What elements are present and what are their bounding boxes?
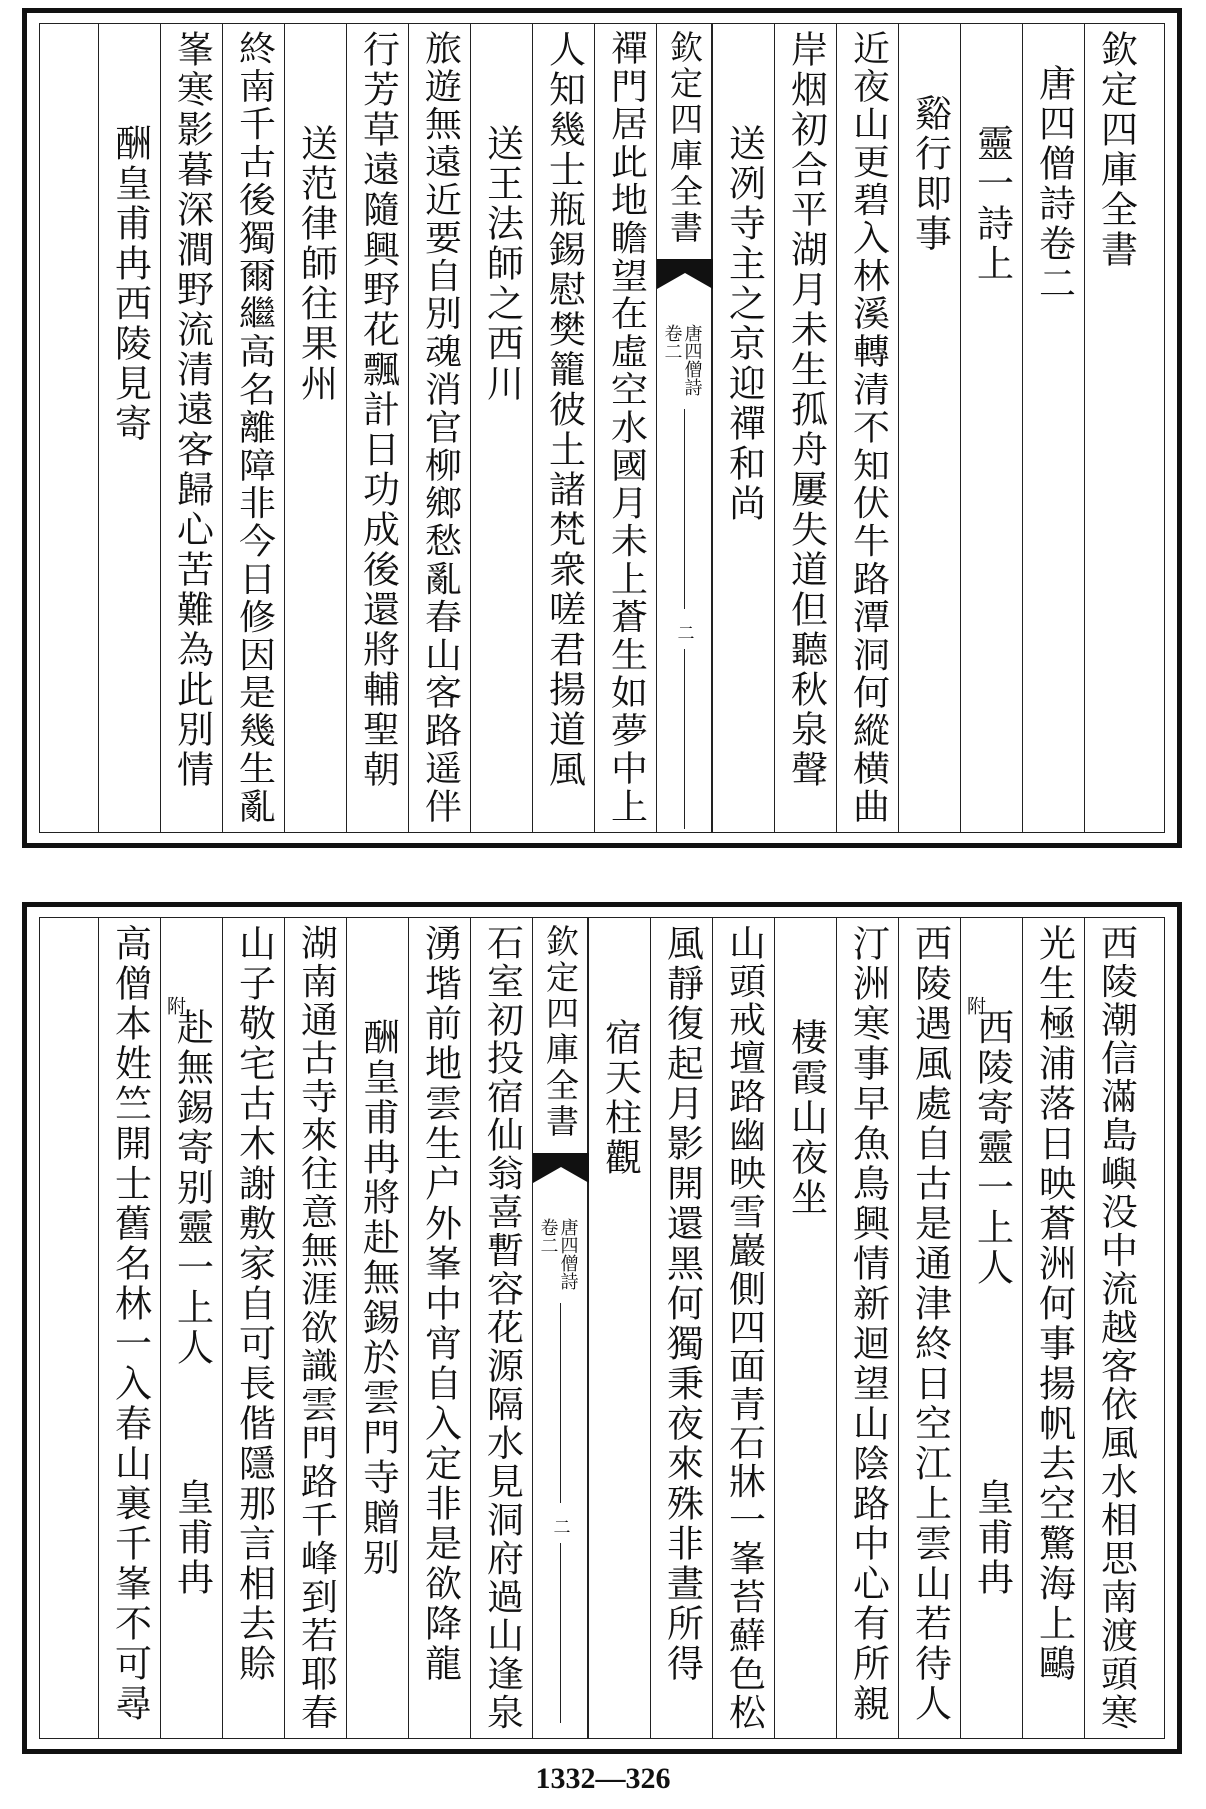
column-text: 近夜山更碧入林溪轉清不知伏牛路潭洞何縱横曲 (846, 30, 890, 826)
column-text: 赴無錫寄别靈一上人 (170, 1008, 214, 1368)
text-column (960, 24, 1022, 832)
center-spine (656, 24, 712, 832)
text-column (160, 918, 222, 1738)
text-column (470, 24, 532, 832)
text-column (222, 918, 284, 1738)
text-column (898, 24, 960, 832)
column-text: 湧堦前地雲生户外峯中宵自入定非是欲降龍 (418, 924, 462, 1684)
column-text: 岸烟初合平湖月未生孤舟屢失道但聽秋泉聲 (784, 30, 828, 790)
spine-title-box (533, 918, 587, 1154)
text-column (836, 918, 898, 1738)
column-text: 湖南通古寺來往意無涯欲識雲門路千峰到若耶春 (294, 924, 338, 1732)
text-column (346, 24, 408, 832)
spine-title-box (657, 24, 711, 260)
text-column (712, 24, 774, 832)
column-text: 汀洲寒事早魚鳥興情新迴望山陰路中心有所親 (846, 924, 890, 1724)
page-reference-number: 1332—326 (535, 1762, 671, 1795)
column-text: 西陵潮信滿島嶼没中流越客依風水相思南渡頭寒 (1094, 924, 1138, 1732)
text-column (284, 24, 346, 832)
top-page (22, 8, 1182, 848)
text-column (588, 918, 650, 1738)
column-text: 山子敬宅古木謝敷家自可長偕隱那言相去賒 (232, 924, 276, 1684)
text-column (1022, 24, 1084, 832)
text-column (160, 24, 222, 832)
text-column (960, 918, 1022, 1738)
column-text: 山頭戒壇路幽映雪巖側四面青石牀一峯苔蘚色松 (722, 924, 766, 1732)
spine-rule (560, 1303, 561, 1503)
column-text: 棲霞山夜坐 (784, 1018, 828, 1218)
column-text: 欽定四庫全書 (1094, 30, 1138, 270)
text-column (774, 24, 836, 832)
spine-rule-lower (684, 649, 685, 829)
text-column (408, 24, 470, 832)
column-text: 谿行即事 (908, 94, 952, 254)
text-column (1084, 24, 1146, 832)
text-column (594, 24, 656, 832)
spine-book-title: 唐四僧詩 (681, 324, 703, 396)
bottom-page (22, 902, 1182, 1754)
column-text: 光生極浦落日映蒼洲何事揚帆去空驚海上鷗 (1032, 924, 1076, 1684)
text-column (1084, 918, 1146, 1738)
text-column (408, 918, 470, 1738)
fishtail-mark-icon (657, 259, 713, 299)
text-column (1022, 918, 1084, 1738)
column-text: 石室初投宿仙翁喜暫容花源隔水見洞府過山逢泉 (480, 924, 524, 1732)
column-text: 送范律師往果州 (294, 124, 338, 404)
spine-title: 欽定四庫全書 (541, 924, 580, 1140)
column-text: 送王法師之西川 (480, 124, 524, 404)
text-column (346, 918, 408, 1738)
text-column (774, 918, 836, 1738)
column-text: 旅遊無遠近要自別魂消官柳鄉愁亂春山客路遥伴 (418, 30, 462, 826)
column-text: 高僧本姓竺開士舊名林一入春山裏千峯不可尋 (108, 924, 152, 1724)
text-column (222, 24, 284, 832)
appended-note-mark: 附 (964, 996, 986, 1015)
spine-rule (684, 409, 685, 609)
fishtail-mark-icon (533, 1153, 589, 1193)
text-column (898, 918, 960, 1738)
column-text: 送冽寺主之京迎禪和尚 (722, 124, 766, 524)
text-column (98, 918, 160, 1738)
column-text: 靈一詩上 (970, 124, 1014, 284)
column-text: 西陵寄靈一上人 (970, 1008, 1014, 1288)
column-text: 酬皇甫冉將赴無錫於雲門寺贈别 (356, 1018, 400, 1578)
text-column (836, 24, 898, 832)
column-text: 宿天柱觀 (598, 1018, 642, 1178)
spine-rule-lower (560, 1543, 561, 1723)
spine-volume: 卷二 (661, 324, 683, 360)
spine-leaf-number: 二 (549, 1518, 570, 1535)
column-text: 終南千古後獨爾繼高名離障非今日修因是幾生亂 (232, 30, 276, 826)
top-page-frame (39, 23, 1165, 833)
spine-volume: 卷二 (537, 1218, 559, 1254)
column-text: 峯寒影暮深澗野流清遠客歸心苦難為此別情 (170, 30, 214, 790)
text-column (650, 918, 712, 1738)
text-column (532, 24, 594, 832)
author-name: 皇甫冉 (970, 1478, 1014, 1598)
column-text: 唐四僧詩卷二 (1032, 64, 1076, 304)
author-name: 皇甫冉 (170, 1478, 214, 1598)
column-text: 酬皇甫冉西陵見寄 (108, 124, 152, 444)
spine-leaf-number: 二 (673, 624, 694, 641)
column-text: 禪門居此地瞻望在虛空水國月未上蒼生如夢中上 (604, 30, 648, 826)
center-spine (532, 918, 588, 1738)
text-column (284, 918, 346, 1738)
column-text: 西陵遇風處自古是通津終日空江上雲山若待人 (908, 924, 952, 1724)
bottom-page-frame (39, 917, 1165, 1739)
column-text: 風靜復起月影開還黑何獨秉夜來殊非晝所得 (660, 924, 704, 1684)
text-column (712, 918, 774, 1738)
appended-note-mark: 附 (164, 996, 186, 1015)
column-text: 行芳草遠隨興野花飄計日功成後還將輔聖朝 (356, 30, 400, 790)
spine-title: 欽定四庫全書 (665, 30, 704, 246)
spine-book-title: 唐四僧詩 (557, 1218, 579, 1290)
text-column (98, 24, 160, 832)
text-column (470, 918, 532, 1738)
column-text: 人知幾士瓶錫慰樊籠彼土諸梵衆嗟君揚道風 (542, 30, 586, 790)
